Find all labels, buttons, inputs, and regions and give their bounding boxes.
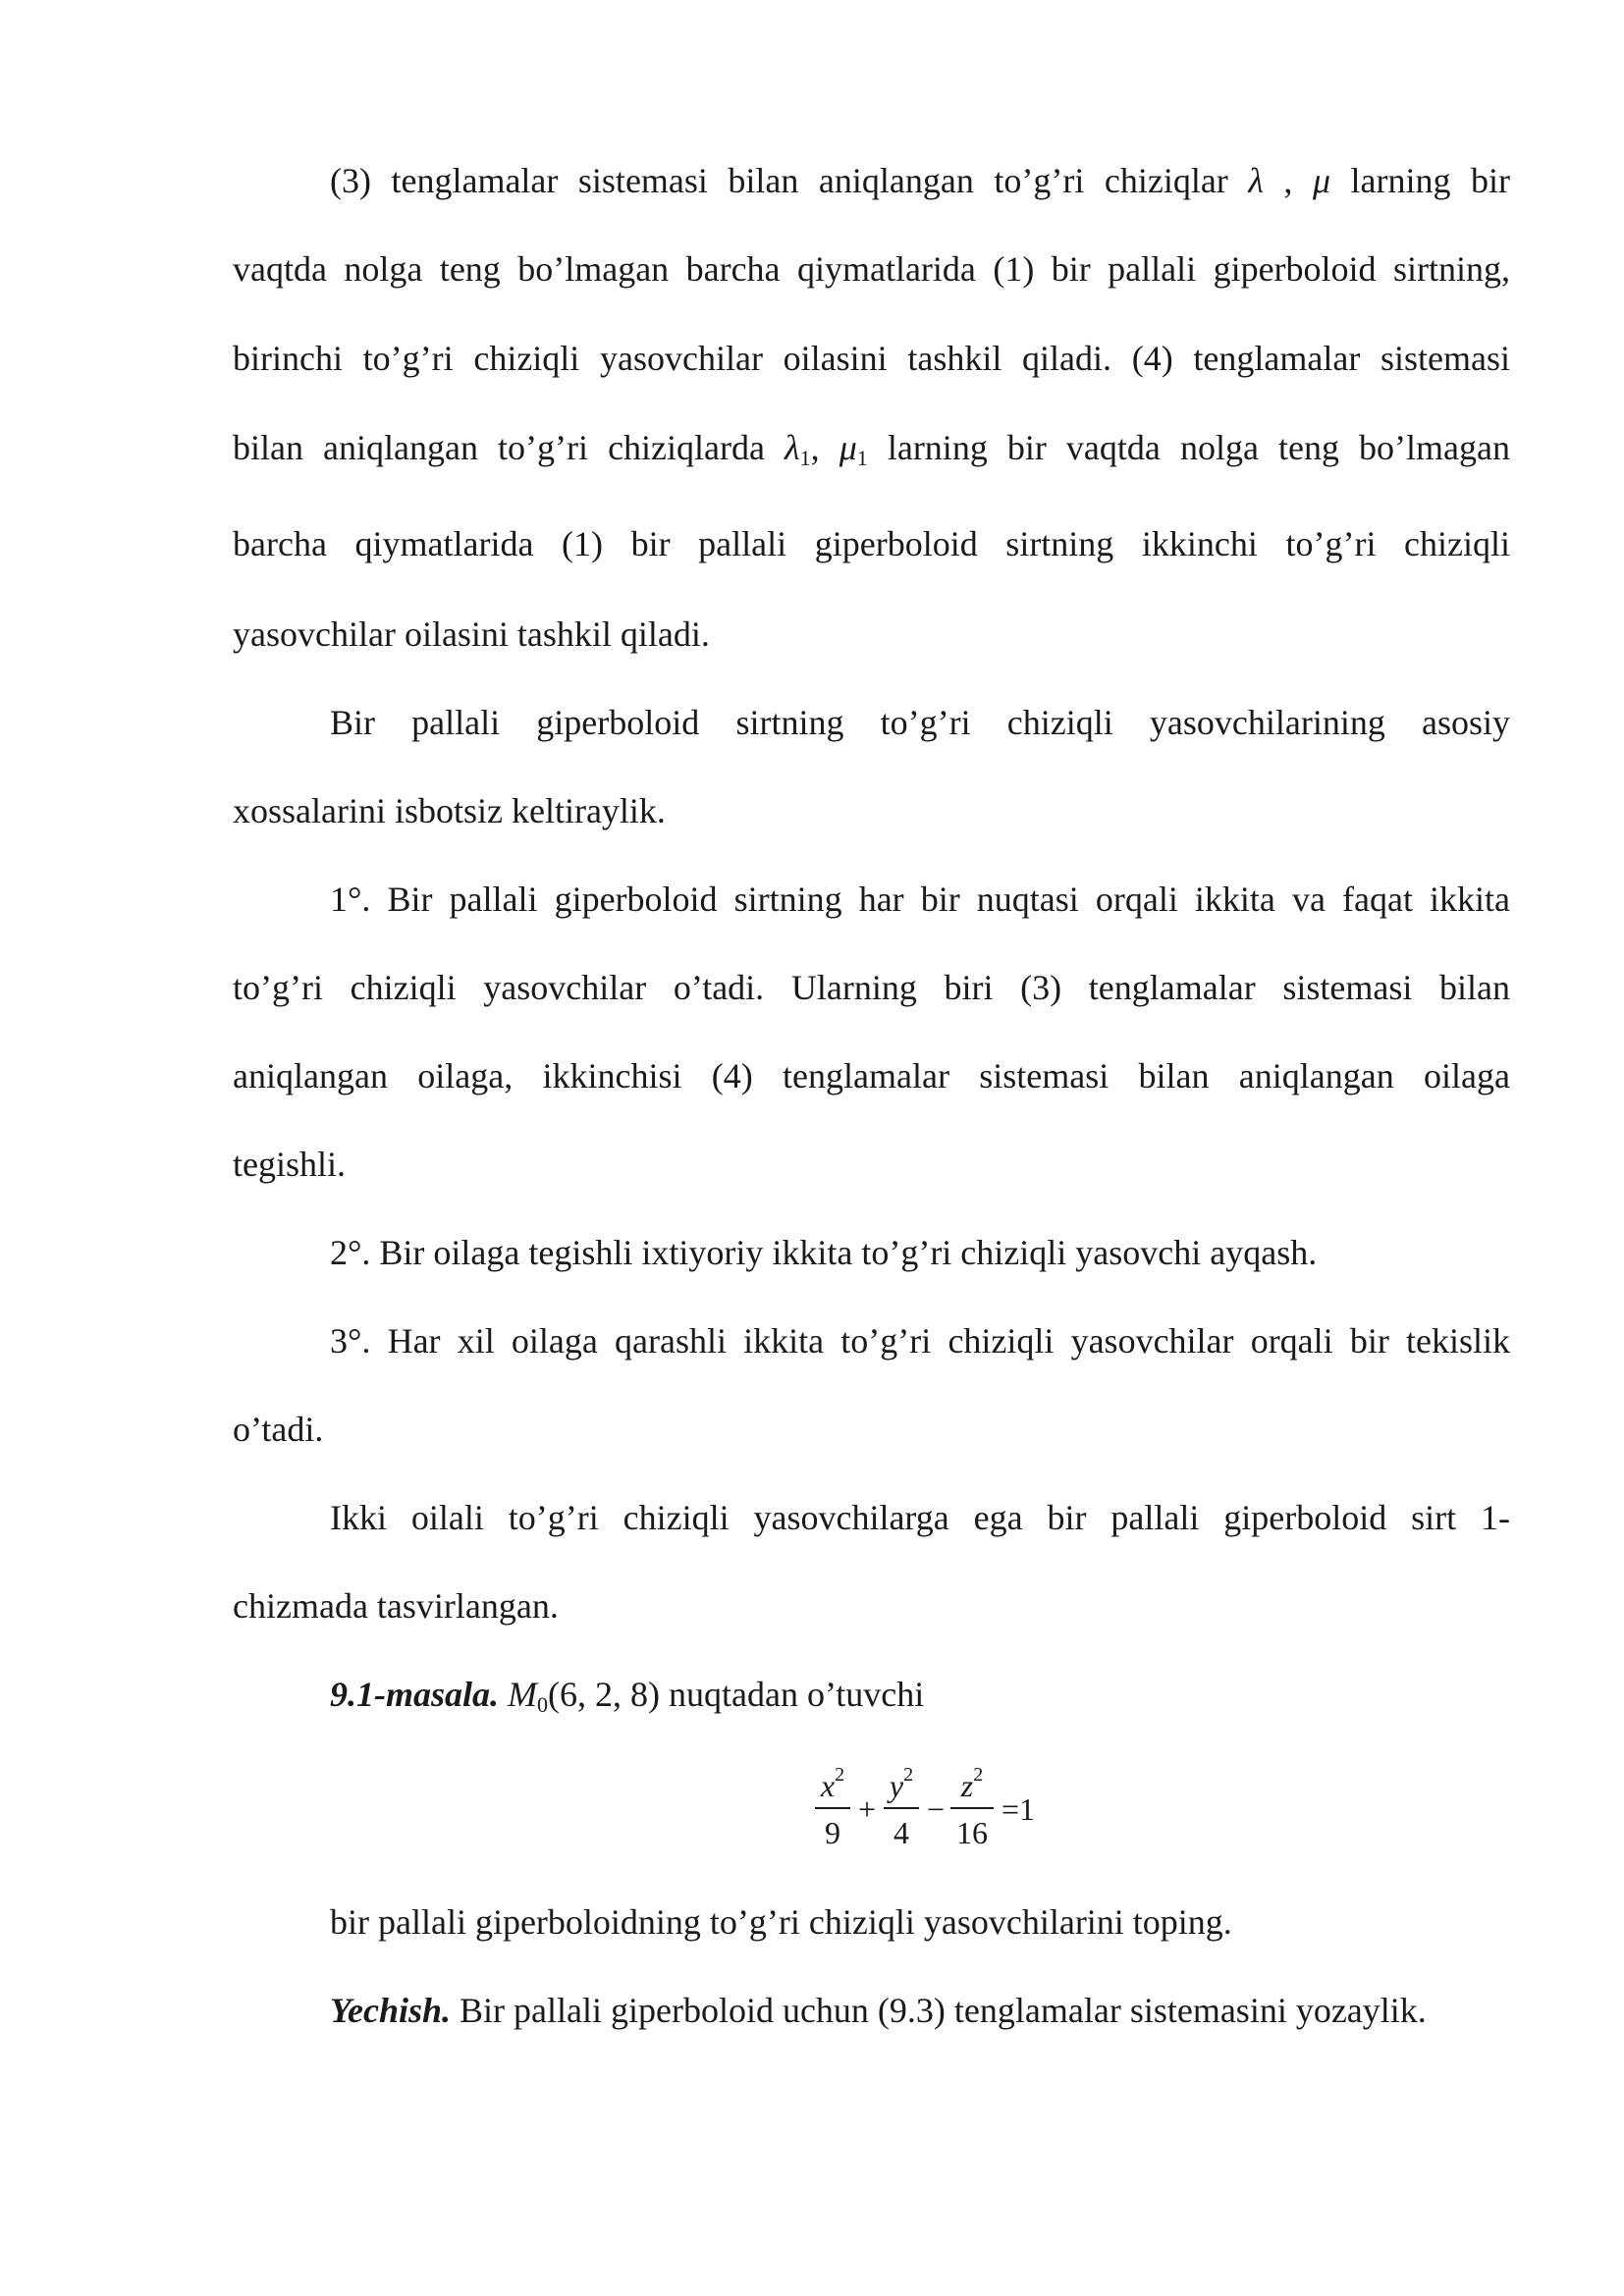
text-segment (499, 1675, 508, 1714)
exponent-y: 2 (903, 1764, 914, 1786)
text-segment: , (810, 428, 839, 467)
denominator-z: 16 (956, 1815, 988, 1850)
solution-start (330, 1991, 1510, 2030)
property-1-line-3: aniqlangan oilaga, ikkinchisi (4) tenglamalar sistemasi bilan aniqlangan oilaga (233, 1056, 1510, 1095)
paragraph-line-7: Bir pallali giperboloid sirtning to’g’ri chiziqli yasovchilarining asosiy (330, 703, 1510, 742)
text-segment: (3) tenglamalar sistemasi bilan aniqlangan to’g’ri chiziqlar (330, 161, 1249, 200)
exponent-x: 2 (835, 1764, 845, 1786)
bold-label: 9.1-masala. (330, 1675, 500, 1714)
denominator-x: 9 (825, 1815, 840, 1850)
denominator-y: 4 (893, 1815, 909, 1850)
numerator-x: x (820, 1768, 836, 1803)
fraction-bar (815, 1807, 850, 1809)
minus-operator: − (927, 1791, 946, 1827)
text-segment: Bir pallali giperboloid uchun (9.3) tenglamalar sistemasini yozaylik. (451, 1991, 1427, 2030)
text-segment: larning bir (1330, 161, 1511, 200)
paragraph-line-6: yasovchilar oilasini tashkil qiladi. (233, 614, 710, 654)
paragraph-line-2: vaqtda nolga teng bo’lmagan barcha qiymatlarida (1) bir pallali giperboloid sirtning, (233, 249, 1510, 289)
property-3-line-2: o’tadi. (233, 1410, 324, 1449)
subscript: 0 (537, 1692, 549, 1717)
paragraph-line-8: xossalarini isbotsiz keltiraylik. (233, 791, 666, 830)
subscript: 1 (799, 446, 811, 470)
exponent-z: 2 (973, 1764, 984, 1786)
subscript: 1 (856, 446, 868, 470)
paragraph-line-5: barcha qiymatlarida (1) bir pallali giperboloid sirtning ikkinchi to’g’ri chiziqli (233, 524, 1510, 563)
problem-statement (330, 1675, 1510, 1725)
text-segment: larning bir vaqtda nolga teng bo’lmagan (867, 428, 1510, 467)
property-1-line-2: to’g’ri chiziqli yasovchilar o’tadi. Ularning biri (3) tenglamalar sistemasi bilan (233, 968, 1510, 1007)
equation-rhs: =1 (1001, 1791, 1036, 1827)
hyperboloid-equation (805, 1764, 1060, 1862)
bold-label: Yechish. (330, 1991, 452, 2030)
paragraph-figure-ref-line-1: Ikki oilali to’g’ri chiziqli yasovchilarga ega bir pallali giperboloid sirt 1- (330, 1498, 1510, 1537)
fraction-bar (884, 1807, 919, 1809)
property-2: 2°. Bir oilaga tegishli ixtiyoriy ikkita to’g’ri chiziqli yasovchi ayqash. (330, 1233, 1318, 1272)
property-1-line-4: tegishli. (233, 1145, 346, 1184)
numerator-z: z (960, 1768, 974, 1803)
math-symbol: λ (785, 428, 800, 467)
plus-operator: + (858, 1791, 877, 1827)
math-symbol: μ (1312, 161, 1331, 200)
paragraph-line-3: birinchi to’g’ri chiziqli yasovchilar oilasini tashkil qiladi. (4) tenglamalar sistemasi (233, 339, 1510, 378)
property-3-line-1: 3°. Har xil oilaga qarashli ikkita to’g’ri chiziqli yasovchilar orqali bir tekislik (330, 1321, 1510, 1361)
text-segment: bilan aniqlangan to’g’ri chiziqlarda (233, 428, 785, 467)
property-1-line-1: 1°. Bir pallali giperboloid sirtning har bir nuqtasi orqali ikkita va faqat ikkita (330, 880, 1510, 919)
text-segment: (6, 2, 8) nuqtadan o’tuvchi (548, 1675, 925, 1714)
paragraph-figure-ref-line-2: chizmada tasvirlangan. (233, 1586, 559, 1626)
math-symbol: λ (1248, 161, 1264, 200)
paragraph-line-1 (330, 161, 1510, 200)
fraction-bar (950, 1807, 994, 1809)
numerator-y: y (889, 1768, 904, 1803)
math-symbol: μ (839, 428, 857, 467)
text-segment: , (1263, 161, 1313, 200)
problem-task: bir pallali giperboloidning to’g’ri chiziqli yasovchilarini toping. (330, 1902, 1232, 1942)
math-symbol: M (508, 1675, 538, 1714)
paragraph-line-4 (233, 428, 1510, 478)
